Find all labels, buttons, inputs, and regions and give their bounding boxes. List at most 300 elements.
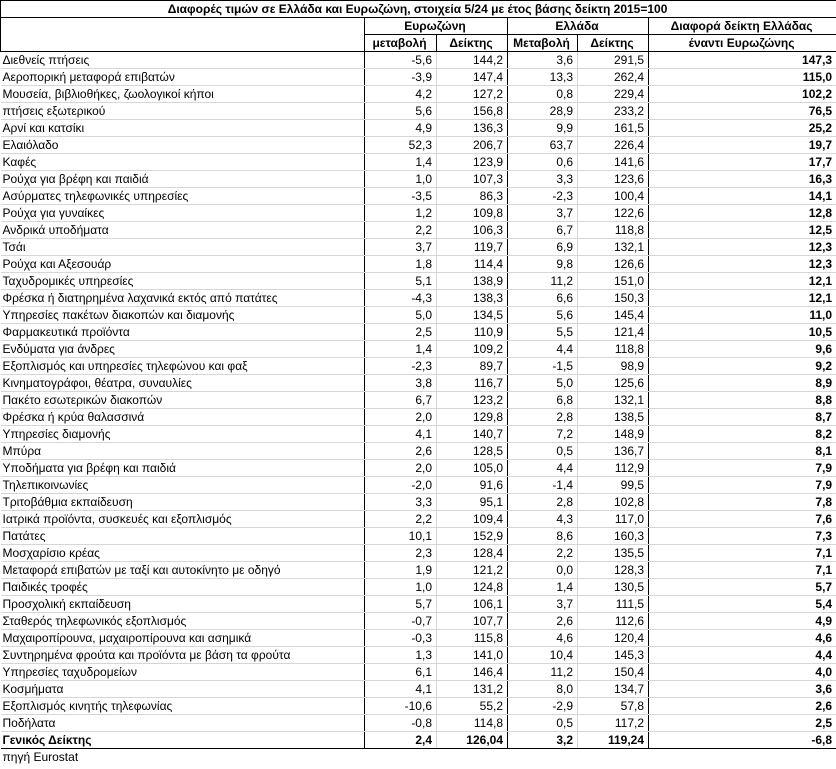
row-gr-change: 4,4: [508, 341, 578, 358]
row-gr-change: 3,7: [508, 205, 578, 222]
row-label: Μοσχαρίσιο κρέας: [1, 545, 365, 562]
row-ez-change: 1,8: [365, 256, 437, 273]
table-row: [1, 545, 836, 562]
row-diff: 8,2: [649, 426, 836, 443]
table-row: [1, 443, 836, 460]
table-row: [1, 103, 836, 120]
row-label: Ενδύματα για άνδρες: [1, 341, 365, 358]
row-gr-index: 262,4: [578, 69, 649, 86]
row-gr-change: 2,2: [508, 545, 578, 562]
row-ez-index: 128,4: [437, 545, 508, 562]
row-gr-index: 150,4: [578, 664, 649, 681]
row-gr-change: 6,7: [508, 222, 578, 239]
row-ez-change: 5,7: [365, 596, 437, 613]
table-row: [1, 324, 836, 341]
row-label: Ρούχα για γυναίκες: [1, 205, 365, 222]
row-diff: 4,4: [649, 647, 836, 664]
row-diff: 7,1: [649, 562, 836, 579]
row-gr-index: 136,7: [578, 443, 649, 460]
row-ez-index: 127,2: [437, 86, 508, 103]
row-diff: 7,1: [649, 545, 836, 562]
row-ez-index: 138,9: [437, 273, 508, 290]
row-diff: 16,3: [649, 171, 836, 188]
row-diff: 4,6: [649, 630, 836, 647]
row-label: Εξοπλισμός και υπηρεσίες τηλεφώνου και φαξ: [1, 358, 365, 375]
row-ez-index: 129,8: [437, 409, 508, 426]
table-row: [1, 188, 836, 205]
row-gr-change: -1,4: [508, 477, 578, 494]
row-ez-index: 109,2: [437, 341, 508, 358]
row-ez-index: 106,1: [437, 596, 508, 613]
row-ez-index: 128,5: [437, 443, 508, 460]
row-ez-change: 2,5: [365, 324, 437, 341]
row-gr-index: 120,4: [578, 630, 649, 647]
row-label: Πατάτες: [1, 528, 365, 545]
row-ez-change: 3,7: [365, 239, 437, 256]
row-label: Ποδήλατα: [1, 715, 365, 732]
row-label: Μουσεία, βιβλιοθήκες, ζωολογικοί κήποι: [1, 86, 365, 103]
row-ez-change: -3,9: [365, 69, 437, 86]
row-ez-index: 134,5: [437, 307, 508, 324]
row-ez-index: 89,7: [437, 358, 508, 375]
row-gr-change: 10,4: [508, 647, 578, 664]
row-ez-change: -0,3: [365, 630, 437, 647]
row-gr-index: 226,4: [578, 137, 649, 154]
row-diff: 8,9: [649, 375, 836, 392]
table-row: [1, 392, 836, 409]
row-diff: 17,7: [649, 154, 836, 171]
row-diff: 12,5: [649, 222, 836, 239]
row-label: Υπηρεσίες διαμονής: [1, 426, 365, 443]
row-gr-change: 0,0: [508, 562, 578, 579]
row-gr-change: 9,9: [508, 120, 578, 137]
row-gr-index: 135,5: [578, 545, 649, 562]
row-diff: 12,1: [649, 290, 836, 307]
table-row: [1, 562, 836, 579]
row-gr-change: 5,6: [508, 307, 578, 324]
header-diff-line1: Διαφορά δείκτη Ελλάδας: [649, 18, 836, 35]
row-ez-change: 3,3: [365, 494, 437, 511]
row-label: Υπηρεσίες πακέτων διακοπών και διαμονής: [1, 307, 365, 324]
row-ez-change: 1,3: [365, 647, 437, 664]
row-ez-index: 114,4: [437, 256, 508, 273]
row-ez-change: -2,0: [365, 477, 437, 494]
row-gr-index: 132,1: [578, 239, 649, 256]
row-ez-change: -3,5: [365, 188, 437, 205]
row-label: Μεταφορά επιβατών με ταξί και αυτοκίνητο με οδηγό: [1, 562, 365, 579]
row-ez-change: -2,3: [365, 358, 437, 375]
row-diff: 115,0: [649, 69, 836, 86]
row-ez-index: 95,1: [437, 494, 508, 511]
row-label: Ιατρικά προϊόντα, συσκευές και εξοπλισμός: [1, 511, 365, 528]
row-ez-change: 5,6: [365, 103, 437, 120]
header-gr-index: Δείκτης: [578, 35, 649, 52]
row-gr-index: 128,3: [578, 562, 649, 579]
row-gr-change: 5,5: [508, 324, 578, 341]
header-blank: [1, 18, 365, 52]
row-diff: 7,9: [649, 477, 836, 494]
row-gr-index: 229,4: [578, 86, 649, 103]
row-ez-index: 107,7: [437, 613, 508, 630]
row-ez-change: 2,2: [365, 222, 437, 239]
row-gr-index: 141,6: [578, 154, 649, 171]
total-label: Γενικός Δείκτης: [1, 732, 365, 749]
table-row: [1, 409, 836, 426]
row-gr-change: -1,5: [508, 358, 578, 375]
row-diff: 3,6: [649, 681, 836, 698]
row-label: Προσχολική εκπαίδευση: [1, 596, 365, 613]
row-gr-change: 6,6: [508, 290, 578, 307]
row-ez-index: 124,8: [437, 579, 508, 596]
row-gr-index: 161,5: [578, 120, 649, 137]
row-label: Τσάι: [1, 239, 365, 256]
row-gr-index: 122,6: [578, 205, 649, 222]
row-label: Φαρμακευτικά προϊόντα: [1, 324, 365, 341]
row-gr-index: 134,7: [578, 681, 649, 698]
row-ez-change: 2,0: [365, 409, 437, 426]
row-label: Υπηρεσίες ταχυδρομείων: [1, 664, 365, 681]
table-body: [1, 52, 836, 732]
table-row: [1, 120, 836, 137]
row-ez-change: 2,0: [365, 460, 437, 477]
table-row: [1, 613, 836, 630]
row-ez-change: -0,7: [365, 613, 437, 630]
row-diff: 4,9: [649, 613, 836, 630]
row-ez-index: 123,9: [437, 154, 508, 171]
table-row: [1, 494, 836, 511]
row-gr-index: 138,5: [578, 409, 649, 426]
row-label: Υποδήματα για βρέφη και παιδιά: [1, 460, 365, 477]
table-row: [1, 69, 836, 86]
table-row: [1, 205, 836, 222]
row-ez-change: -4,3: [365, 290, 437, 307]
row-ez-index: 114,8: [437, 715, 508, 732]
table-row: [1, 698, 836, 715]
row-gr-index: 117,0: [578, 511, 649, 528]
table-row: [1, 358, 836, 375]
row-gr-change: 6,8: [508, 392, 578, 409]
row-ez-index: 119,7: [437, 239, 508, 256]
row-ez-change: 6,1: [365, 664, 437, 681]
row-gr-change: 11,2: [508, 664, 578, 681]
row-gr-index: 125,6: [578, 375, 649, 392]
row-ez-index: 206,7: [437, 137, 508, 154]
table-row: [1, 647, 836, 664]
header-diff-line2: έναντι Ευρωζώνης: [649, 35, 836, 52]
row-label: Μπύρα: [1, 443, 365, 460]
header-ez-change: μεταβολή: [365, 35, 437, 52]
row-label: Ανδρικά υποδήματα: [1, 222, 365, 239]
total-gr-index: 119,24: [578, 732, 649, 749]
row-diff: 5,4: [649, 596, 836, 613]
table-row: [1, 375, 836, 392]
row-ez-index: 131,2: [437, 681, 508, 698]
row-diff: 7,8: [649, 494, 836, 511]
row-gr-change: 7,2: [508, 426, 578, 443]
header-eurozone: Ευρωζώνη: [365, 18, 508, 35]
row-gr-index: 99,5: [578, 477, 649, 494]
row-gr-change: 0,5: [508, 443, 578, 460]
table-row: [1, 307, 836, 324]
row-gr-change: 2,6: [508, 613, 578, 630]
table-row: [1, 596, 836, 613]
row-ez-index: 140,7: [437, 426, 508, 443]
table-row: [1, 681, 836, 698]
row-label: Φρέσκα ή διατηρημένα λαχανικά εκτός από πατάτες: [1, 290, 365, 307]
row-gr-index: 126,6: [578, 256, 649, 273]
row-ez-change: 4,1: [365, 426, 437, 443]
table-row: [1, 579, 836, 596]
row-ez-change: 4,1: [365, 681, 437, 698]
row-diff: 7,3: [649, 528, 836, 545]
table-row: [1, 715, 836, 732]
row-ez-index: 91,6: [437, 477, 508, 494]
row-ez-change: 10,1: [365, 528, 437, 545]
table-row: [1, 664, 836, 681]
row-ez-index: 141,0: [437, 647, 508, 664]
row-label: Μαχαιροπίρουνα, μαχαιροπίρουνα και ασημικά: [1, 630, 365, 647]
row-diff: 14,1: [649, 188, 836, 205]
row-gr-change: 4,6: [508, 630, 578, 647]
row-ez-index: 123,2: [437, 392, 508, 409]
row-ez-index: 152,9: [437, 528, 508, 545]
total-ez-change: 2,4: [365, 732, 437, 749]
row-gr-change: 28,9: [508, 103, 578, 120]
total-diff: -6,8: [649, 732, 836, 749]
row-gr-change: 4,3: [508, 511, 578, 528]
row-gr-index: 112,6: [578, 613, 649, 630]
row-gr-change: 5,0: [508, 375, 578, 392]
row-label: πτήσεις εξωτερικού: [1, 103, 365, 120]
row-ez-change: 5,1: [365, 273, 437, 290]
row-gr-change: 0,5: [508, 715, 578, 732]
row-diff: 9,6: [649, 341, 836, 358]
row-gr-change: 2,8: [508, 409, 578, 426]
row-label: Αεροπορική μεταφορά επιβατών: [1, 69, 365, 86]
row-diff: 7,6: [649, 511, 836, 528]
row-label: Αρνί και κατσίκι: [1, 120, 365, 137]
row-gr-change: 8,0: [508, 681, 578, 698]
row-label: Εξοπλισμός κινητής τηλεφωνίας: [1, 698, 365, 715]
row-gr-index: 291,5: [578, 52, 649, 69]
row-label: Τηλεπικοινωνίες: [1, 477, 365, 494]
row-ez-index: 116,7: [437, 375, 508, 392]
row-gr-index: 118,8: [578, 222, 649, 239]
row-ez-index: 105,0: [437, 460, 508, 477]
row-gr-index: 121,4: [578, 324, 649, 341]
table-row: [1, 477, 836, 494]
table-row: [1, 426, 836, 443]
row-ez-change: -10,6: [365, 698, 437, 715]
row-gr-change: 63,7: [508, 137, 578, 154]
row-diff: 25,2: [649, 120, 836, 137]
row-gr-change: 11,2: [508, 273, 578, 290]
row-ez-change: -0,8: [365, 715, 437, 732]
row-gr-index: 100,4: [578, 188, 649, 205]
row-diff: 10,5: [649, 324, 836, 341]
row-diff: 147,3: [649, 52, 836, 69]
row-label: Σταθερός τηλεφωνικός εξοπλισμός: [1, 613, 365, 630]
row-diff: 2,6: [649, 698, 836, 715]
row-diff: 102,2: [649, 86, 836, 103]
row-diff: 76,5: [649, 103, 836, 120]
row-label: Συντηρημένα φρούτα και προϊόντα με βάση τα φρούτα: [1, 647, 365, 664]
row-gr-index: 98,9: [578, 358, 649, 375]
row-diff: 19,7: [649, 137, 836, 154]
row-gr-index: 148,9: [578, 426, 649, 443]
row-ez-index: 109,8: [437, 205, 508, 222]
row-label: Ασύρματες τηλεφωνικές υπηρεσίες: [1, 188, 365, 205]
row-diff: 2,5: [649, 715, 836, 732]
row-ez-change: 6,7: [365, 392, 437, 409]
row-ez-change: 1,0: [365, 579, 437, 596]
header-ez-index: Δείκτης: [437, 35, 508, 52]
row-ez-change: 1,0: [365, 171, 437, 188]
row-ez-change: 2,6: [365, 443, 437, 460]
table-row: [1, 256, 836, 273]
row-gr-index: 117,2: [578, 715, 649, 732]
row-gr-change: 2,8: [508, 494, 578, 511]
row-gr-index: 130,5: [578, 579, 649, 596]
row-label: Κοσμήματα: [1, 681, 365, 698]
row-label: Παιδικές τροφές: [1, 579, 365, 596]
row-gr-change: 9,8: [508, 256, 578, 273]
row-gr-index: 132,1: [578, 392, 649, 409]
row-ez-index: 110,9: [437, 324, 508, 341]
row-gr-index: 57,8: [578, 698, 649, 715]
row-gr-change: 1,4: [508, 579, 578, 596]
table-row: [1, 86, 836, 103]
row-ez-index: 136,3: [437, 120, 508, 137]
row-ez-change: 1,2: [365, 205, 437, 222]
source-note: πηγή Eurostat: [2, 749, 79, 764]
row-ez-change: 2,2: [365, 511, 437, 528]
table-row: [1, 222, 836, 239]
row-ez-change: 1,4: [365, 341, 437, 358]
row-ez-change: 1,4: [365, 154, 437, 171]
table-row: [1, 52, 836, 69]
table-row: [1, 460, 836, 477]
total-gr-change: 3,2: [508, 732, 578, 749]
row-diff: 5,7: [649, 579, 836, 596]
row-diff: 8,8: [649, 392, 836, 409]
row-ez-index: 109,4: [437, 511, 508, 528]
row-ez-change: 4,2: [365, 86, 437, 103]
row-gr-change: 4,4: [508, 460, 578, 477]
header-gr-change: Μεταβολή: [508, 35, 578, 52]
row-label: Διεθνείς πτήσεις: [1, 52, 365, 69]
row-gr-change: 3,3: [508, 171, 578, 188]
row-gr-index: 112,9: [578, 460, 649, 477]
row-gr-change: -2,9: [508, 698, 578, 715]
row-gr-index: 233,2: [578, 103, 649, 120]
row-ez-index: 156,8: [437, 103, 508, 120]
row-ez-change: 52,3: [365, 137, 437, 154]
row-gr-index: 145,3: [578, 647, 649, 664]
table-row: [1, 273, 836, 290]
row-label: Κινηματογράφοι, θέατρα, συναυλίες: [1, 375, 365, 392]
row-ez-index: 86,3: [437, 188, 508, 205]
row-label: Φρέσκα ή κρύα θαλασσινά: [1, 409, 365, 426]
row-diff: 4,0: [649, 664, 836, 681]
source-row: [1, 749, 836, 766]
row-diff: 11,0: [649, 307, 836, 324]
row-ez-index: 107,3: [437, 171, 508, 188]
row-diff: 9,2: [649, 358, 836, 375]
row-gr-change: 0,6: [508, 154, 578, 171]
row-diff: 12,1: [649, 273, 836, 290]
row-ez-index: 144,2: [437, 52, 508, 69]
row-gr-change: 0,8: [508, 86, 578, 103]
row-ez-change: -5,6: [365, 52, 437, 69]
row-gr-index: 123,6: [578, 171, 649, 188]
row-gr-index: 145,4: [578, 307, 649, 324]
row-ez-change: 3,8: [365, 375, 437, 392]
row-gr-index: 151,0: [578, 273, 649, 290]
row-label: Πακέτο εσωτερικών διακοπών: [1, 392, 365, 409]
row-diff: 8,1: [649, 443, 836, 460]
row-ez-change: 2,3: [365, 545, 437, 562]
row-gr-change: 3,6: [508, 52, 578, 69]
row-gr-change: -2,3: [508, 188, 578, 205]
row-ez-index: 147,4: [437, 69, 508, 86]
row-label: Ρούχα και Αξεσουάρ: [1, 256, 365, 273]
header-greece: Ελλάδα: [508, 18, 649, 35]
row-label: Τριτοβάθμια εκπαίδευση: [1, 494, 365, 511]
table-row: [1, 171, 836, 188]
table-row: [1, 630, 836, 647]
row-gr-change: 3,7: [508, 596, 578, 613]
row-gr-index: 111,5: [578, 596, 649, 613]
row-ez-index: 121,2: [437, 562, 508, 579]
row-gr-index: 150,3: [578, 290, 649, 307]
row-label: Ρούχα για βρέφη και παιδιά: [1, 171, 365, 188]
row-gr-change: 13,3: [508, 69, 578, 86]
total-ez-index: 126,04: [437, 732, 508, 749]
table-row: [1, 290, 836, 307]
table-title: Διαφορές τιμών σε Ελλάδα και Ευρωζώνη, στοιχεία 5/24 με έτος βάσης δείκτη 2015=100: [1, 1, 836, 18]
row-diff: 8,7: [649, 409, 836, 426]
table-row: [1, 511, 836, 528]
row-ez-change: 1,9: [365, 562, 437, 579]
table-row: [1, 137, 836, 154]
row-diff: 12,3: [649, 239, 836, 256]
row-ez-index: 115,8: [437, 630, 508, 647]
row-gr-change: 8,6: [508, 528, 578, 545]
row-label: Καφές: [1, 154, 365, 171]
row-ez-index: 55,2: [437, 698, 508, 715]
row-ez-change: 5,0: [365, 307, 437, 324]
row-label: Ταχυδρομικές υπηρεσίες: [1, 273, 365, 290]
table-row: [1, 341, 836, 358]
row-label: Ελαιόλαδο: [1, 137, 365, 154]
table-row: [1, 528, 836, 545]
row-ez-index: 106,3: [437, 222, 508, 239]
table-row: [1, 154, 836, 171]
row-diff: 12,8: [649, 205, 836, 222]
row-gr-change: 6,9: [508, 239, 578, 256]
row-gr-index: 160,3: [578, 528, 649, 545]
row-gr-index: 118,8: [578, 341, 649, 358]
row-gr-index: 102,8: [578, 494, 649, 511]
total-row: [1, 732, 836, 749]
row-diff: 12,3: [649, 256, 836, 273]
row-ez-change: 4,9: [365, 120, 437, 137]
row-ez-index: 138,3: [437, 290, 508, 307]
row-diff: 7,9: [649, 460, 836, 477]
table-row: [1, 239, 836, 256]
row-ez-index: 146,4: [437, 664, 508, 681]
